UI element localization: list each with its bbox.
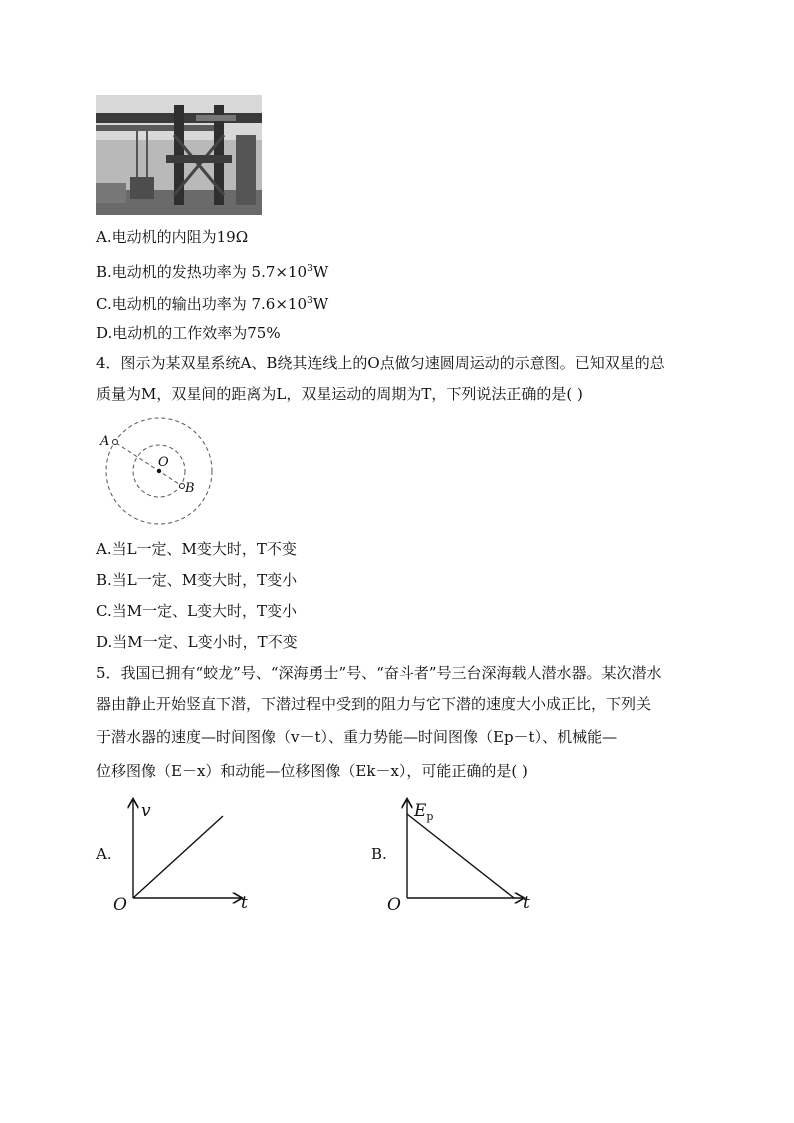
crane-photo — [96, 95, 262, 215]
q4-stem-line-1: 4．图示为某双星系统A、B绕其连线上的O点做匀速圆周运动的示意图。已知双星的总 — [96, 354, 665, 372]
q3-option-c-text: C.电动机的输出功率为 7.6×10 — [96, 295, 307, 313]
q5-stem-line-4: 位移图像（E－x）和动能—位移图像（Ek－x），可能正确的是( ) — [96, 762, 528, 780]
q3-option-b-text: B.电动机的发热功率为 5.7×10 — [96, 263, 308, 281]
star-b — [180, 484, 185, 489]
graph-a-v-t — [105, 792, 255, 914]
q3-option-c — [96, 291, 328, 314]
q3-option-b-exponent: 3 — [307, 264, 313, 274]
q5-stem-line-2: 器由静止开始竖直下潜，下潜过程中受到的阻力与它下潜的速度大小成正比，下列关 — [96, 695, 652, 713]
q4-option-b: B.当L一定、M变大时，T变小 — [96, 571, 298, 589]
q3-option-b-unit: W — [312, 263, 329, 281]
graph-b-ep-t — [380, 792, 540, 914]
graph-a-x-label: t — [241, 893, 248, 913]
binary-star-diagram — [96, 415, 221, 525]
graph-a-origin: O — [113, 895, 127, 914]
connecting-line — [116, 443, 182, 486]
graph-b-origin: O — [387, 895, 401, 914]
q3-option-c-unit: W — [312, 295, 329, 313]
graph-b-y-label: $E_p$ — [414, 801, 434, 823]
q4-option-d: D.当M一定、L变小时，T不变 — [96, 633, 298, 651]
label-b: B — [185, 481, 195, 496]
q4-option-a: A.当L一定、M变大时，T不变 — [96, 540, 297, 558]
graph-a-curve — [133, 816, 223, 898]
q3-option-d: D.电动机的工作效率为75% — [96, 324, 281, 342]
label-a: A — [100, 434, 110, 449]
star-a — [113, 440, 118, 445]
q5-stem-line-1: 5．我国已拥有“蛟龙”号、“深海勇士”号、“奋斗者”号三台深海载人潜水器。某次潜水 — [96, 664, 662, 682]
graph-b-option-label: B. — [371, 845, 387, 863]
q3-option-c-exponent: 3 — [307, 296, 313, 306]
graph-a-y-label: v — [141, 801, 151, 821]
q3-option-b — [96, 259, 328, 282]
q4-stem-line-2: 质量为M，双星间的距离为L，双星运动的周期为T，下列说法正确的是( ) — [96, 385, 583, 403]
q5-stem-line-3: 于潜水器的速度—时间图像（v－t）、重力势能—时间图像（Ep－t）、机械能— — [96, 728, 618, 746]
graph-b-x-label: t — [523, 893, 530, 913]
q3-option-a: A.电动机的内阻为19Ω — [96, 228, 249, 246]
label-o: O — [158, 455, 169, 470]
q4-option-c: C.当M一定、L变大时，T变小 — [96, 602, 298, 620]
graph-a-option-label: A. — [96, 845, 112, 863]
graph-b-curve — [407, 814, 514, 898]
